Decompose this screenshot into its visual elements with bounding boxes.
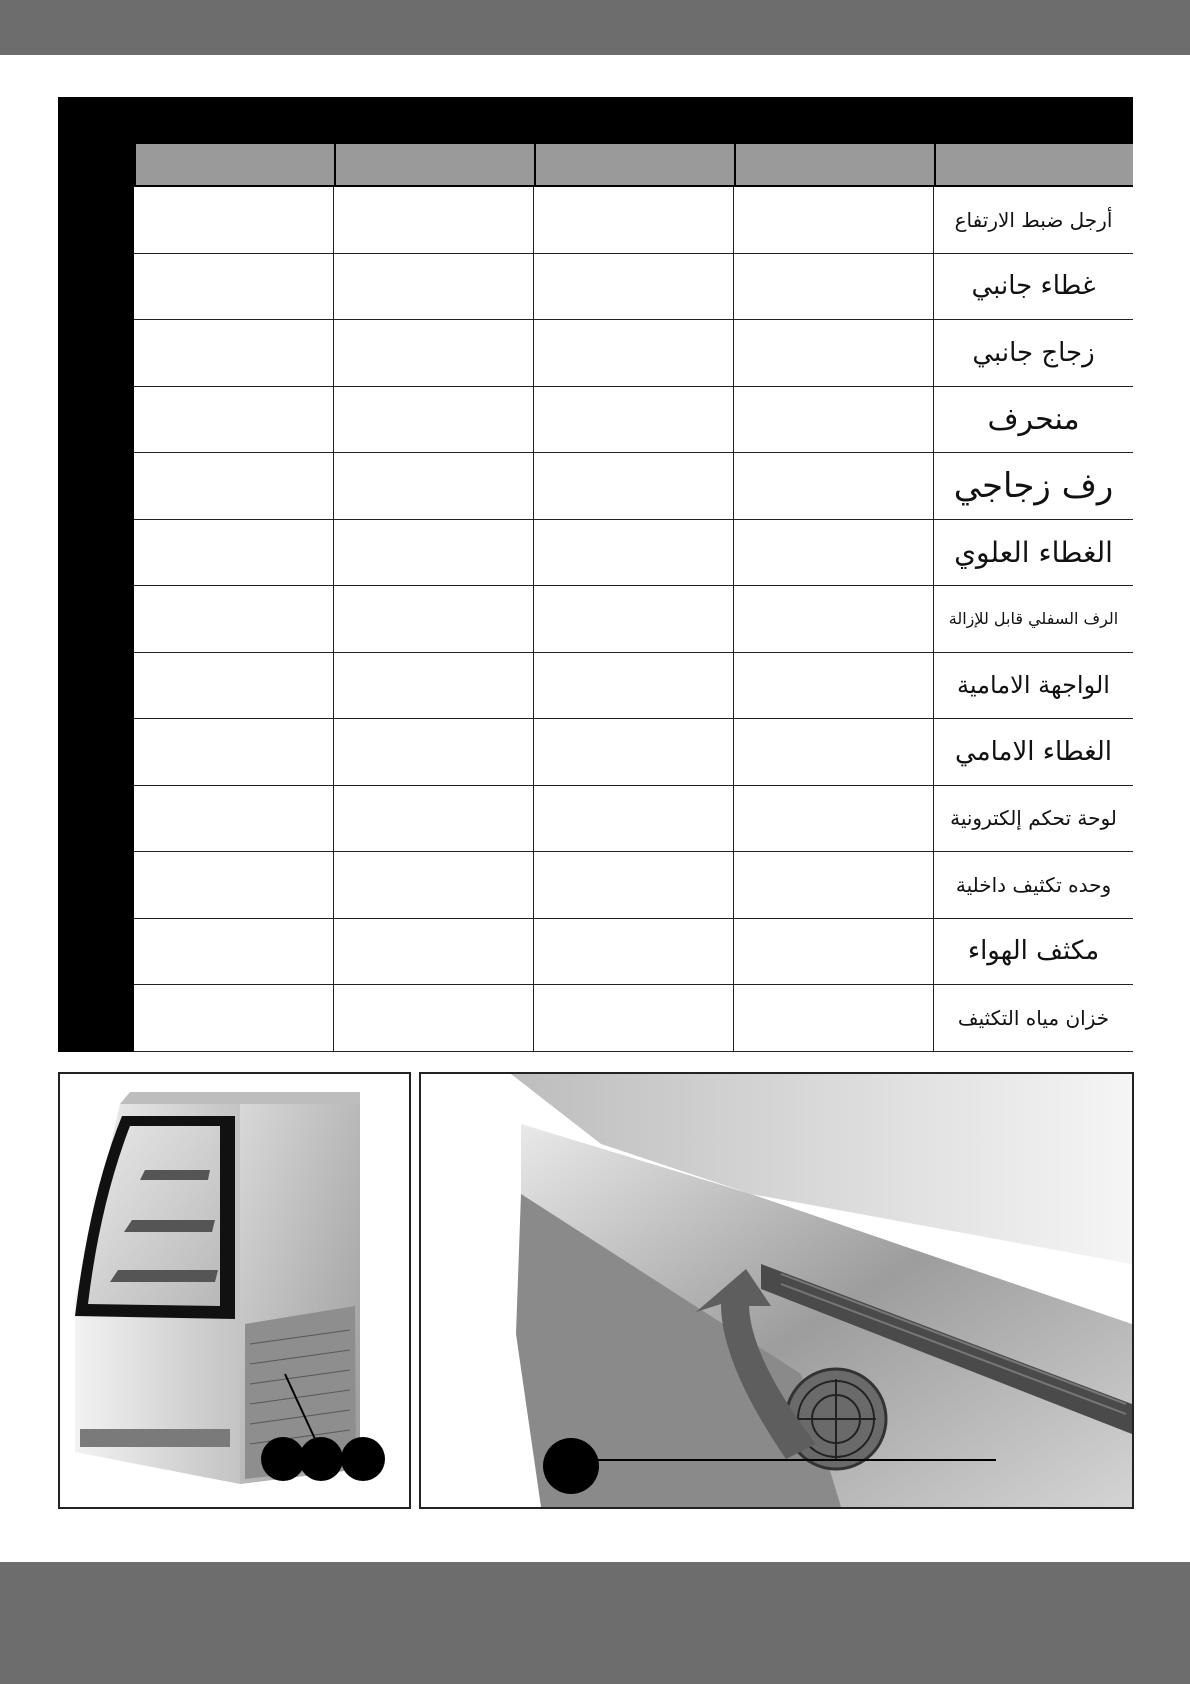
header-cell xyxy=(936,144,1133,185)
empty-cell xyxy=(134,586,334,652)
part-name: غطاء جانبي xyxy=(971,271,1096,302)
empty-cell xyxy=(734,653,934,719)
part-name: الغطاء العلوي xyxy=(954,535,1113,569)
empty-cell xyxy=(534,320,734,386)
part-name: مكثف الهواء xyxy=(967,936,1100,967)
empty-cell xyxy=(134,387,334,453)
part-name: الرف السفلي قابل للإزالة xyxy=(948,609,1119,629)
empty-cell xyxy=(334,387,534,453)
empty-cell xyxy=(734,919,934,985)
empty-cell xyxy=(334,653,534,719)
callout-marker xyxy=(543,1438,599,1494)
empty-cell xyxy=(334,586,534,652)
table-row xyxy=(134,786,1133,853)
empty-cell xyxy=(134,187,334,253)
header-cell xyxy=(136,144,334,185)
empty-cell xyxy=(734,719,934,785)
empty-cell xyxy=(334,187,534,253)
empty-cell xyxy=(734,786,934,852)
part-name: رف زجاجي xyxy=(953,465,1114,506)
interior-figure xyxy=(419,1072,1134,1509)
empty-cell xyxy=(134,919,334,985)
empty-cell xyxy=(334,852,534,918)
empty-cell xyxy=(534,254,734,320)
empty-cell xyxy=(734,387,934,453)
part-name: خزان مياه التكثيف xyxy=(957,1005,1110,1030)
table-row xyxy=(134,852,1133,919)
part-name: منحرف xyxy=(987,401,1080,437)
table-row xyxy=(134,653,1133,720)
empty-cell xyxy=(534,453,734,519)
empty-cell xyxy=(334,985,534,1051)
table-row xyxy=(134,719,1133,786)
empty-cell xyxy=(534,387,734,453)
callout-marker xyxy=(341,1437,385,1481)
table-row xyxy=(134,985,1133,1052)
part-name: زجاج جانبي xyxy=(972,337,1095,368)
table-row xyxy=(134,254,1133,321)
cabinet-interior-icon xyxy=(421,1074,1132,1507)
empty-cell xyxy=(734,985,934,1051)
empty-cell xyxy=(134,653,334,719)
empty-cell xyxy=(534,586,734,652)
table-row xyxy=(134,320,1133,387)
empty-cell xyxy=(534,852,734,918)
table-row xyxy=(134,453,1133,520)
empty-cell xyxy=(534,786,734,852)
empty-cell xyxy=(334,520,534,586)
bottom-bar xyxy=(0,1562,1190,1684)
empty-cell xyxy=(134,985,334,1051)
empty-cell xyxy=(534,719,734,785)
empty-cell xyxy=(734,320,934,386)
top-bar xyxy=(0,0,1190,55)
table-body xyxy=(134,187,1133,1052)
number-column xyxy=(58,187,134,1052)
empty-cell xyxy=(334,453,534,519)
empty-cell xyxy=(134,320,334,386)
empty-cell xyxy=(534,187,734,253)
part-name: وحده تكثيف داخلية xyxy=(955,872,1112,897)
empty-cell xyxy=(334,320,534,386)
table-title-bar xyxy=(58,97,1133,142)
empty-cell xyxy=(734,187,934,253)
empty-cell xyxy=(134,453,334,519)
part-name: لوحة تحكم إلكترونية xyxy=(950,806,1117,831)
parts-table xyxy=(58,97,1133,1052)
part-name: أرجل ضبط الارتفاع xyxy=(954,207,1113,232)
table-row xyxy=(134,586,1133,653)
empty-cell xyxy=(134,786,334,852)
empty-cell xyxy=(134,852,334,918)
header-cell xyxy=(536,144,734,185)
empty-cell xyxy=(134,520,334,586)
empty-cell xyxy=(334,919,534,985)
empty-cell xyxy=(534,653,734,719)
header-cell xyxy=(336,144,534,185)
header-cell xyxy=(736,144,934,185)
empty-cell xyxy=(334,786,534,852)
empty-cell xyxy=(734,520,934,586)
table-row xyxy=(134,520,1133,587)
part-name: الواجهة الامامية xyxy=(957,671,1110,700)
empty-cell xyxy=(734,586,934,652)
empty-cell xyxy=(734,453,934,519)
empty-cell xyxy=(134,719,334,785)
empty-cell xyxy=(334,254,534,320)
empty-cell xyxy=(134,254,334,320)
table-row xyxy=(134,387,1133,454)
part-name: الغطاء الامامي xyxy=(955,736,1112,767)
table-row xyxy=(134,187,1133,254)
table-row xyxy=(134,919,1133,986)
empty-cell xyxy=(534,520,734,586)
empty-cell xyxy=(534,919,734,985)
callout-marker xyxy=(299,1437,343,1481)
empty-cell xyxy=(734,254,934,320)
empty-cell xyxy=(334,719,534,785)
cabinet-figure xyxy=(58,1072,411,1509)
empty-cell xyxy=(734,852,934,918)
empty-cell xyxy=(534,985,734,1051)
